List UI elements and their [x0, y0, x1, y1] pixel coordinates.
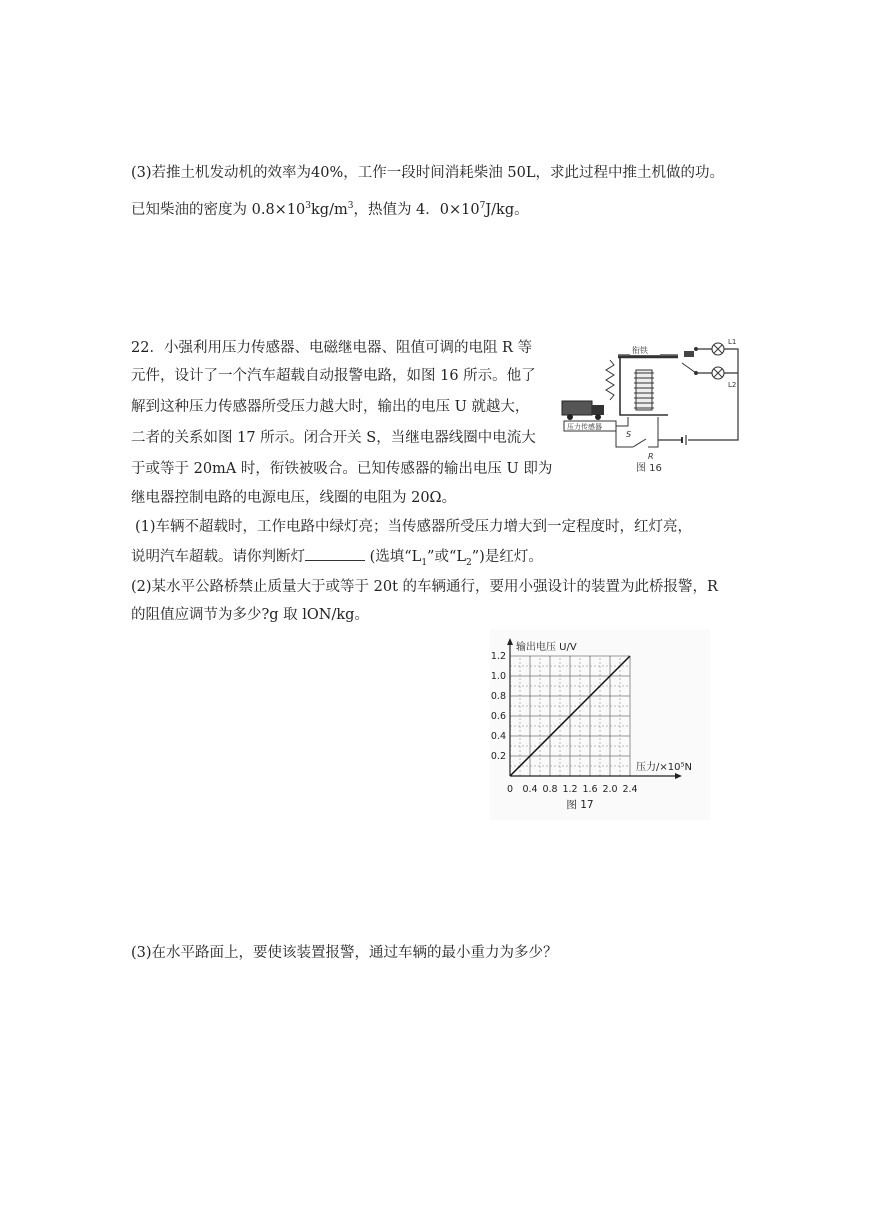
q3-line-1: (3)若推土机发动机的效率为40%，工作一段时间消耗柴油 50L，求此过程中推土机做的功。 [131, 165, 724, 181]
armature-label: 衔铁 [632, 346, 648, 355]
q3-line-2: 已知柴油的密度为 $0.8\times 10^3kg/m^3$，热值为 4．$0\times 10^7J/kg$。 [131, 201, 529, 218]
y-axis-label: 输出电压 U/V [516, 642, 577, 653]
figure-16-circuit [558, 335, 758, 475]
x-tick-label: 0.4 [522, 784, 538, 795]
figure-17-caption: 图 17 [566, 799, 594, 811]
x-axis-label: 压力/×10⁵N [636, 762, 692, 773]
y-tick-label: 0.2 [490, 751, 506, 762]
x-tick-label: 0.8 [542, 784, 558, 795]
battery-icon [682, 435, 686, 445]
electromagnet-coil-icon [634, 370, 654, 410]
y-tick-label: 1.0 [490, 671, 506, 682]
y-tick-label: 0.6 [490, 711, 506, 722]
q22-text-line: 元件，设计了一个汽车超载自动报警电路，如图 16 所示。他了 [131, 368, 536, 384]
x-tick-label: 2.4 [622, 784, 638, 795]
q22-text-line: 继电器控制电路的电源电压，线圈的电阻为 20Ω。 [131, 490, 457, 506]
q22-sub3: (3)在水平路面上，要使该装置报警，通过车辆的最小重力为多少？ [131, 945, 558, 961]
y-tick-label: 0.4 [490, 731, 506, 742]
figure-17-chart [490, 630, 710, 820]
q22-text-line: 解到这种压力传感器所受压力越大时，输出的电压 U 就越大， [131, 399, 530, 415]
figure-16-caption: 图 16 [636, 463, 662, 474]
switch-label: S [626, 430, 632, 439]
y-tick-label: 1.2 [490, 651, 506, 662]
lamp-l1-label: L1 [728, 338, 737, 346]
x-tick-label: 0 [506, 784, 514, 795]
q22-sub1-line-1: (1)车辆不超载时，工作电路中绿灯亮；当传感器所受压力增大到一定程度时，红灯亮， [135, 519, 693, 535]
q22-text-line: 于或等于 20mA 时，衔铁被吸合。已知传感器的输出电压 U 即为 [131, 461, 553, 477]
resistor-label: R [648, 452, 654, 461]
q22-sub2-line-1: (2)某水平公路桥禁止质量大于或等于 20t 的车辆通行，要用小强设计的装置为此桥报警，R [131, 579, 718, 595]
lamp-l1-icon [712, 343, 724, 355]
q22-text-line: 二者的关系如图 17 所示。闭合开关 S，当继电器线圈中电流大 [131, 430, 536, 446]
x-tick-label: 1.6 [582, 784, 598, 795]
q22-sub1-line-2: 说明汽车超载。请你判断灯 (选填“$L_1$”或“$L_2$”)是红灯。 [131, 546, 543, 573]
truck-icon [562, 401, 604, 420]
answer-blank[interactable] [305, 546, 365, 561]
lamp-l2-label: L2 [728, 381, 737, 389]
sensor-label: 压力传感器 [567, 423, 602, 431]
lamp-l2-icon [712, 367, 724, 379]
y-tick-label: 0.8 [490, 691, 506, 702]
q22-text-line: 22．小强利用压力传感器、电磁继电器、阻值可调的电阻 R 等 [131, 340, 533, 356]
x-tick-label: 1.2 [562, 784, 578, 795]
q22-sub2-line-2: 的阻值应调节为多少?g 取 lON/kg。 [131, 607, 369, 623]
x-tick-label: 2.0 [602, 784, 618, 795]
